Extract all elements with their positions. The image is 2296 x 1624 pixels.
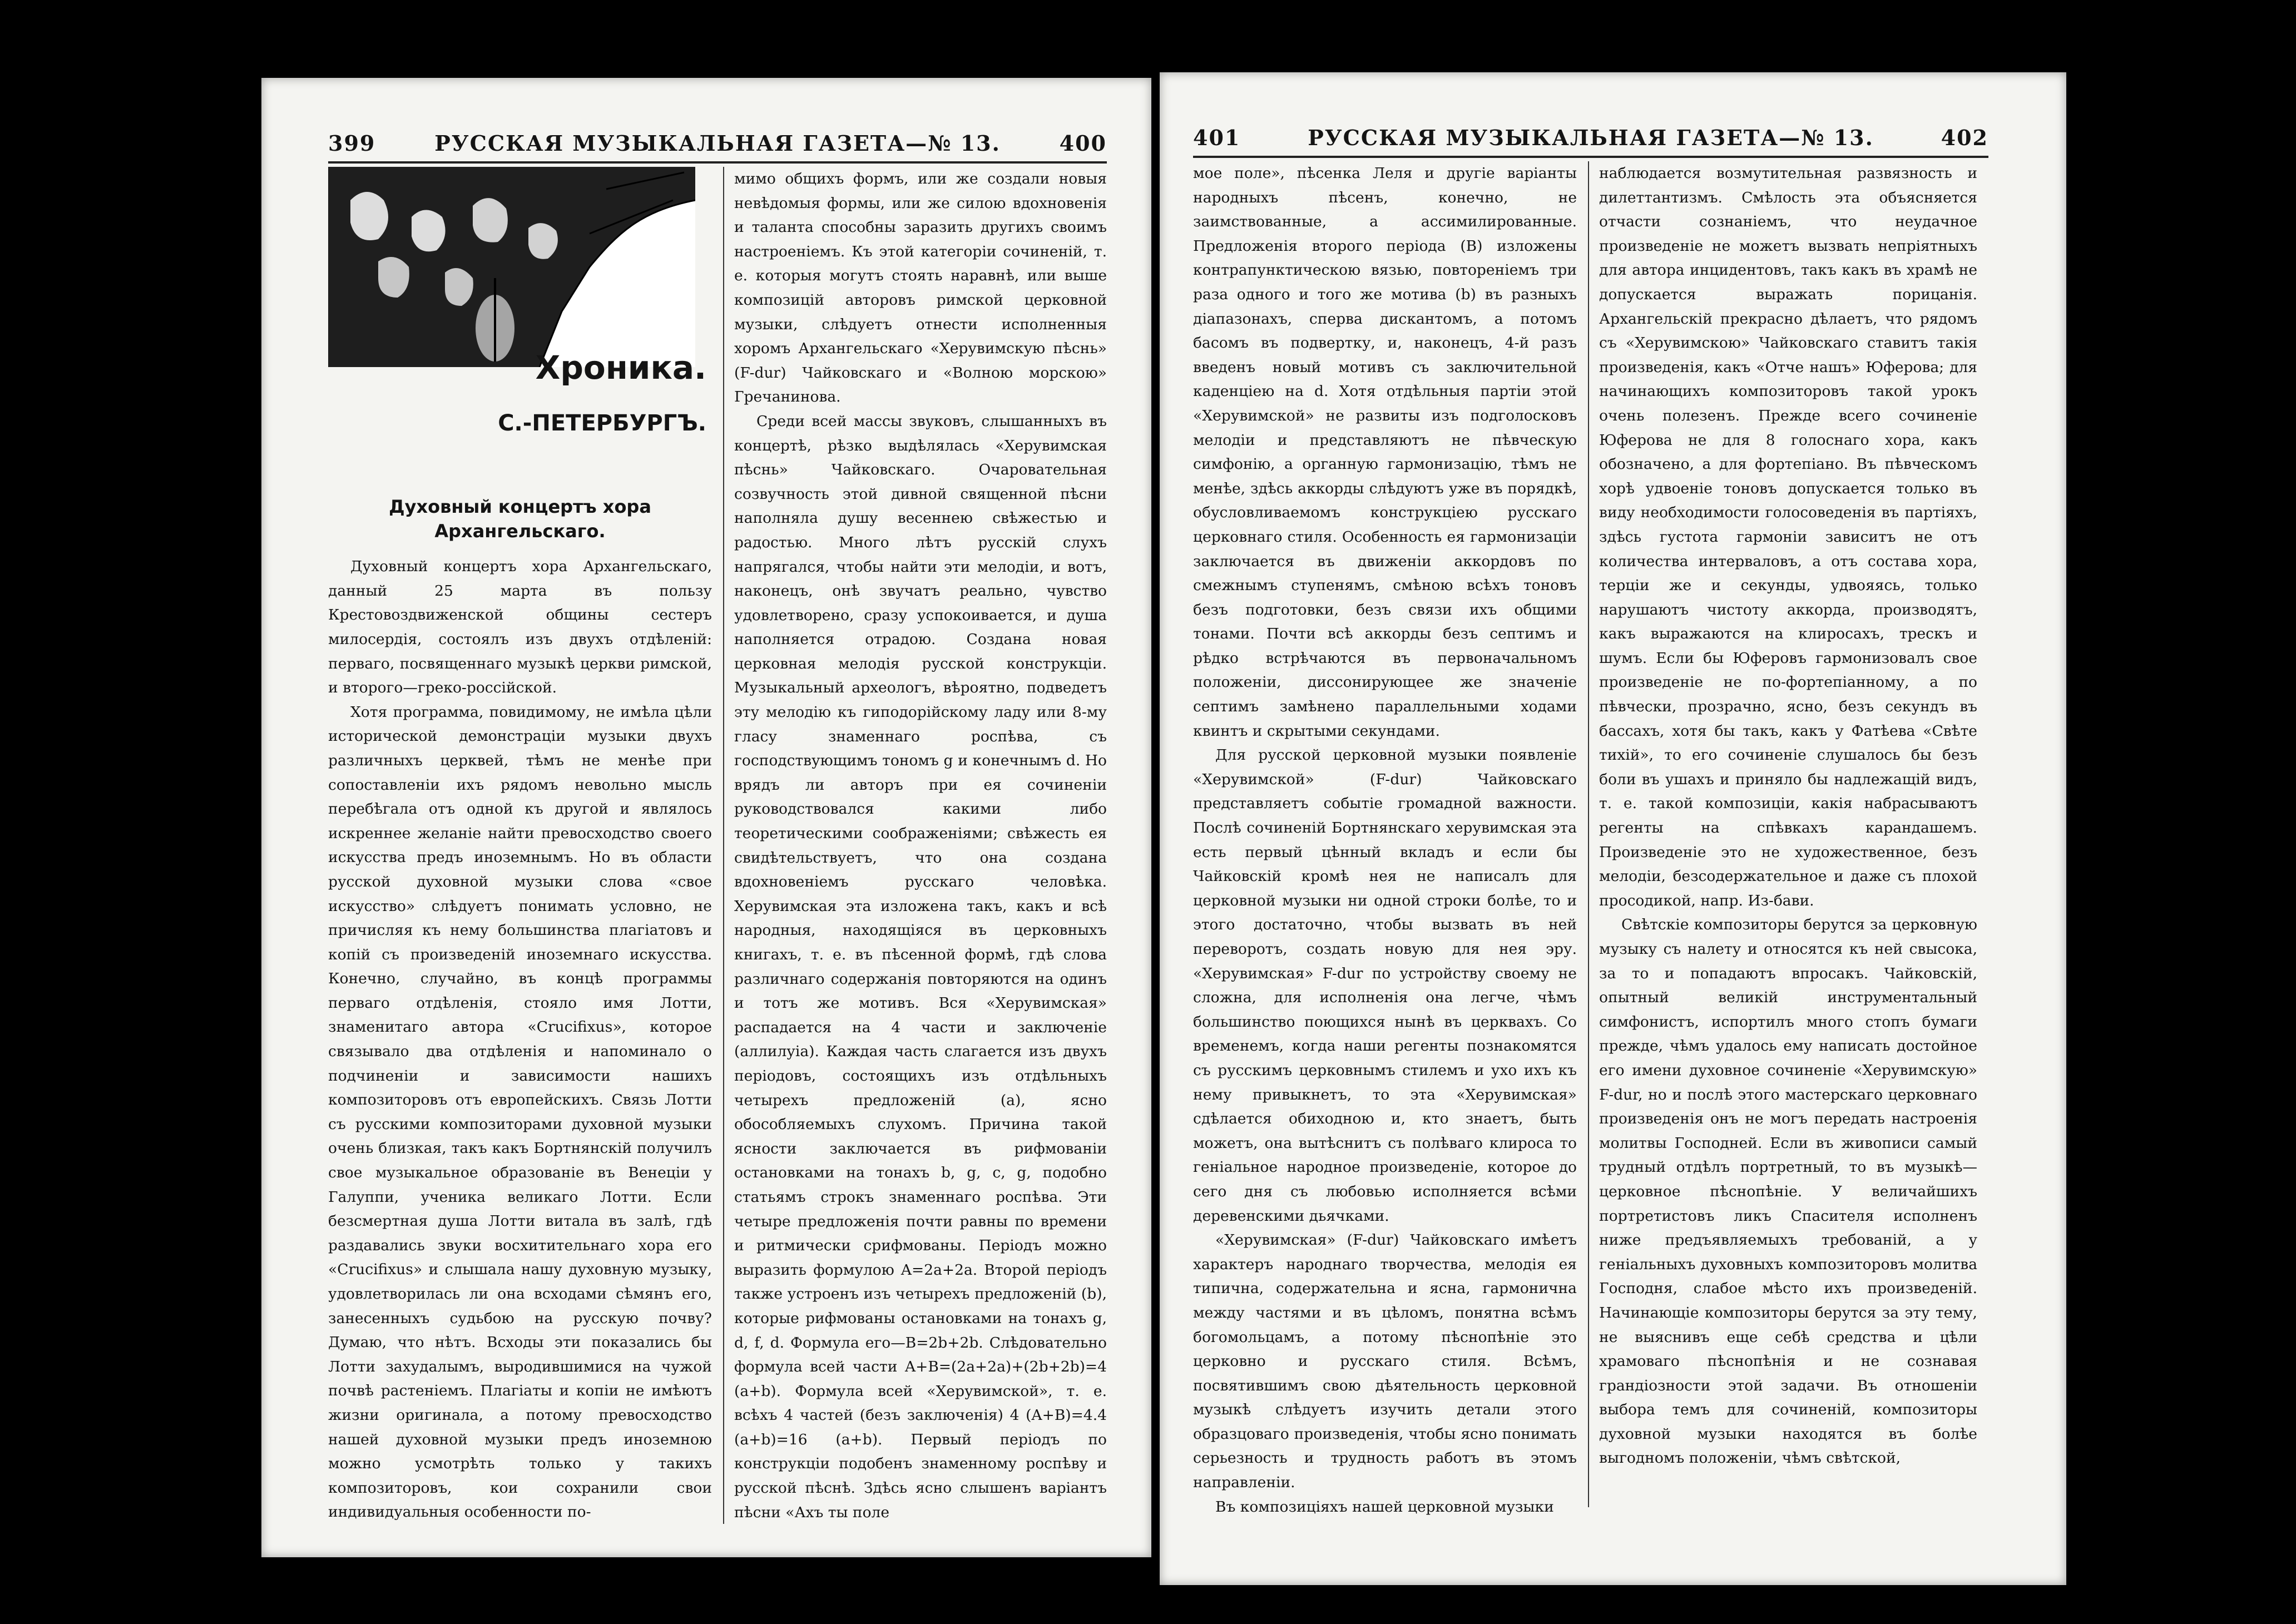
paragraph: «Херувимская» (F-dur) Чайковскаго имѣетъ характеръ народнаго творчества, мелодія ея типична, содержательна и ясна, гармонична между частями и въ цѣломъ, понятна всѣмъ богомольцамъ, а потому пѣснопѣніе это церковно и русскаго стиля. Всѣмъ, посвятившимъ свою дѣятельность церковной музыкѣ слѣдуетъ изучить детали этого образцоваго произведенія, чтобы ясно понимать серьезность и трудность работъ въ этомъ направленіи.	[1193, 1231, 1577, 1492]
paragraph: Для русской церковной музыки появленіе «Херувимской» (F-dur) Чайковскаго представляетъ событіе громадной важности. Послѣ сочиненій Бортнянскаго херувимская эта есть первый цѣнный вкладъ и если бы Чайковскій кромѣ нея не написалъ для церковной музыки ни одной строки болѣе, то и этого достаточно, чтобы вызвать въ ней переворотъ, создать новую для нея эру. «Херувимская» F-dur по устройству своему не сложна, для исполненія она легче, чѣмъ большинство поющихся нынѣ въ церквахъ. Со временемъ, когда наши регенты познакомятся съ русскимъ церковнымъ стилемъ и ухо ихъ къ нему привыкнетъ, то эта «Херувимская» сдѣлается обиходною и, кто знаетъ, быть можетъ, она вытѣснитъ съ полѣваго клироса то геніальное народное произведеніе, которое до сего дня съ любовью исполняется всѣми деревенскими дьячками.	[1193, 746, 1577, 1225]
page-number-400: 400	[1059, 131, 1107, 156]
column-rule	[1588, 161, 1589, 1507]
chronicle-header	[328, 167, 712, 478]
running-title: РУССКАЯ МУЗЫКАЛЬНАЯ ГАЗЕТА—№ 13.	[1308, 125, 1874, 150]
right-column-1	[1193, 161, 1577, 1518]
left-running-head	[328, 117, 1107, 164]
left-page	[261, 78, 1151, 1557]
left-column-1	[328, 167, 712, 1535]
paragraph: мимо общихъ формъ, или же создали новыя невѣдомыя формы, или же силою вдохновенія и таланта способны заразить другихъ своимъ настроеніемъ. Къ этой категоріи сочиненій, т. е. которыя могутъ стоять наравнѣ, или выше композицій авторовъ римской церковной музыки, слѣдуетъ отнести исполненныя хоромъ Архангельскаго «Херувимскую пѣснь» (F-dur) Чайковскаго и «Волною морскою» Гречанинова.	[734, 170, 1107, 406]
article-title: Духовный концертъ хора Архангельскаго.	[389, 496, 651, 542]
running-title: РУССКАЯ МУЗЫКАЛЬНАЯ ГАЗЕТА—№ 13.	[434, 131, 1001, 156]
right-page	[1160, 72, 2066, 1585]
left-column-2	[734, 167, 1107, 1535]
paragraph: наблюдается возмутительная развязность и дилеттантизмъ. Смѣлость эта объясняется отчасти сознаніемъ, что неудачное произведеніе не можетъ вызвать непріятныхъ для автора инцидентовъ, такъ какъ въ храмѣ не допускается выражать порицанія. Архангельскій прекрасно дѣлаетъ, что рядомъ съ «Херувимскою» Чайковскаго ставитъ такія произведенія, какъ «Отче нашъ» Юферова; для начинающихъ композиторовъ такой урокъ очень полезенъ. Прежде всего сочиненіе Юферова не для 8 голоснаго хора, какъ обозначено, а для фортепіано. Въ пѣвческомъ хорѣ удвоеніе тоновъ допускается только въ виду необходимости голосоведенія въ партіяхъ, здѣсь густота гармоніи зависитъ не отъ количества интерваловъ, а отъ состава хора, терціи же и секунды, удвояясь, только нарушаютъ чистоту аккорда, производятъ, какъ выражаются на клиросахъ, трескъ и шумъ. Если бы Юферовъ гармонизовалъ свое произведеніе не по-фортепіанному, а по пѣвчески, прозрачно, ясно, безъ секундъ въ бассахъ, хотя бы такъ, какъ у Фатѣева «Свѣте тихій», то его сочиненіе слушалось бы безъ боли въ ушахъ и приняло бы надлежащій видъ, т. е. такой композиціи, какія набрасываютъ регенты на спѣвкахъ карандашемъ. Произведеніе это не художественное, безъ мелодіи, безсодержательное и даже съ плохой просодикой, напр. Из-бави.	[1599, 165, 1977, 909]
paragraph: Среди всей массы звуковъ, слышанныхъ въ концертѣ, рѣзко выдѣлялась «Херувимская пѣснь» Чайковскаго. Очаровательная созвучность этой дивной священной пѣсни наполняла душу весеннею свѣжестью и радостью. Много лѣтъ русскій слухъ напрягался, чтобы найти эти мелодіи, и вотъ, наконецъ, онѣ звучатъ реально, чувство удовлетворено, сразу успокоивается, и душа наполняется отрадою. Создана новая церковная мелодія русской конструкціи. Музыкальный археологъ, вѣроятно, подведетъ эту мелодію къ гиподорійскому ладу или 8-му гласу знаменнаго роспѣва, съ господствующимъ тономъ g и конечнымъ d. Но врядъ ли авторъ при ея сочиненіи руководствовался какими либо теоретическими соображеніями; свѣжесть ея свидѣтельствуетъ, что она создана вдохновеніемъ русскаго человѣка. Херувимская эта изложена такъ, какъ и всѣ народныя, находящіяся въ церковныхъ книгахъ, т. е. въ пѣсенной формѣ, гдѣ слова различнаго содержанія повторяются на одинъ и тотъ же мотивъ. Вся «Херувимская» распадается на 4 части и заключеніе (аллилуіа). Каждая часть слагается изъ двухъ періодовъ, состоящихъ изъ отдѣльныхъ четырехъ предложеній (a), ясно обособляемыхъ слухомъ. Причина такой ясности заключается въ рифмованіи остановками на тонахъ b, g, c, g, подобно статьямъ строкъ знаменнаго роспѣва. Эти четыре предложенія почти равны по времени и ритмически срифмованы. Періодъ можно выразить формулою A=2a+2a. Второй періодъ также устроенъ изъ четырехъ предложеній (b), которые рифмованы остановками на тонахъ g, d, f, d. Формула его—B=2b+2b. Слѣдовательно формула всей части A+B=(2a+2a)+(2b+2b)=4 (a+b). Формула всей «Херувимской», т. е. всѣхъ 4 частей (безъ заключенія) 4 (A+B)=4.4 (a+b)=16 (a+b). Первый періодъ по конструкціи подобенъ знаменному роспѣву и русской пѣснѣ. Здѣсь ясно слышенъ варіантъ пѣсни «Ахъ ты поле	[734, 412, 1107, 1521]
orchestra-engraving-image	[328, 167, 695, 367]
right-column-2	[1599, 161, 1977, 1518]
paragraph: Свѣтскіе композиторы берутся за церковную музыку съ налету и относятся къ ней свысока, за то и попадаютъ впросакъ. Чайковскій, опытный великій инструментальный симфонистъ, испортилъ много стопъ бумаги прежде, чѣмъ удалось ему написать достойное его имени духовное сочиненіе «Херувимскую» F-dur, но и послѣ этого мастерскаго церковнаго произведенія онъ не могъ передать настроенія молитвы Господней. Если въ живописи самый трудный отдѣлъ портретный, то въ музыкѣ—церковное пѣснопѣніе. У величайшихъ портретистовъ ликъ Спасителя исполненъ ниже предъявляемыхъ требованій, а у геніальныхъ духовныхъ композиторовъ молитва Господня, слабое мѣсто ихъ произведеній. Начинающіе композиторы берутся за эту тему, не выяснивъ еще себѣ средства и цѣли храмоваго пѣснопѣнія и не сознавая грандіозности этой задачи. Въ отношеніи выбора темъ для сочиненій, композиторы духовной музыки находятся въ болѣе выгодномъ положеніи, чѣмъ свѣтской,	[1599, 916, 1977, 1467]
paragraph: мое поле», пѣсенка Леля и другіе варіанты народныхъ пѣсенъ, конечно, не заимствованные, а ассимилированные. Предложенія второго періода (B) изложены контрапунктическою вязью, повтореніемъ три раза одного и того же мотива (b) въ разныхъ діапазонахъ, сперва дискантомъ, а потомъ басомъ въ подвертку, и, наконецъ, 4-й разъ введенъ новый мотивъ съ заключительной каденціею на d. Хотя отдѣльныя партіи этой «Херувимской» не развиты изъ подголосковъ мелодіи и представляютъ не пѣвческую симфонію, а органную гармонизацію, тѣмъ не менѣе, здѣсь аккорды слѣдуютъ уже въ порядкѣ, обусловливаемомъ конструкціею русскаго церковнаго стиля. Особенность ея гармонизаціи заключается въ движеніи аккордовъ по смежнымъ ступенямъ, смѣною всѣхъ тоновъ безъ подготовки, безъ связи ихъ общими тонами. Почти всѣ аккорды безъ септимъ и рѣдко встрѣчаются въ первоначальномъ положеніи, диссонирующее же значеніе септимъ замѣнено параллельными ходами квинтъ и скрытыми секундами.	[1193, 165, 1577, 740]
paragraph: Духовный концертъ хора Архангельскаго, данный 25 марта въ пользу Крестовоздвиженской общины сестеръ милосердія, состоялъ изъ двухъ отдѣленій: перваго, посвященнаго музыкѣ церкви римской, и второго—греко-россійской.	[328, 558, 712, 697]
paragraph: Хотя программа, повидимому, не имѣла цѣли исторической демонстраціи музыки двухъ различныхъ церквей, тѣмъ не менѣе при сопоставленіи ихъ рядомъ невольно мысль перебѣгала отъ одной къ другой и являлось искреннее желаніе найти превосходство своего искусства предъ иноземнымъ. Но въ области русской духовной музыки слова «свое искусство» слѣдуетъ понимать условно, не причисляя къ нему большинства плагіатовъ и копій съ произведеній иноземнаго искусства. Конечно, случайно, въ концѣ программы перваго отдѣленія, стояло имя Лотти, знаменитаго автора «Crucifixus», которое связывало два отдѣленія и напоминало о подчиненіи и зависимости нашихъ композиторовъ отъ европейскихъ. Связь Лотти съ русскими композиторами духовной музыки очень близкая, такъ какъ Бортнянскій получилъ свое музыкальное образованіе въ Венеціи у Галуппи, ученика великаго Лотти. Если безсмертная душа Лотти витала въ залѣ, гдѣ раздавались звуки восхитительнаго хора его «Crucifixus» и слышала нашу духовную музыку, удовлетворилась ли она всходами сѣмянъ его, занесенныхъ судьбою на русскую почву? Думаю, что нѣтъ. Всходы эти показались бы Лотти захудалымъ, выродившимися на чужой почвѣ растеніемъ. Плагіаты и копіи не имѣютъ жизни оригинала, а потому превосходство нашей духовной музыки предъ иноземною можно усмотрѣть только у такихъ композиторовъ, кои сохранили свои индивидуальныя особенности по-	[328, 703, 712, 1521]
page-number-402: 402	[1941, 125, 1988, 150]
page-number-401: 401	[1193, 125, 1241, 150]
paragraph: Въ композиціяхъ нашей церковной музыки	[1215, 1498, 1554, 1516]
page-number-399: 399	[328, 131, 376, 156]
column-rule	[723, 167, 724, 1524]
chronicle-city: С.-ПЕТЕРБУРГЪ.	[498, 410, 706, 436]
right-running-head	[1193, 111, 1988, 158]
chronicle-title: Хроника.	[535, 349, 706, 387]
